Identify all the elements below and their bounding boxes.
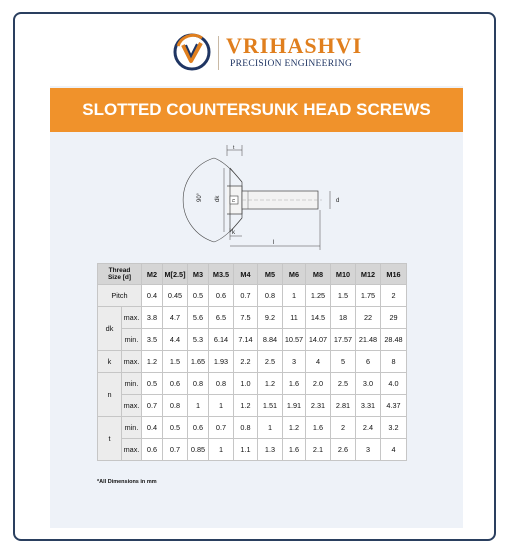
table-cell: 6.5 xyxy=(209,307,234,329)
table-cell: 0.6 xyxy=(142,439,163,461)
brand-logo-icon xyxy=(172,32,212,72)
size-header: M5 xyxy=(258,264,283,285)
table-cell: 0.5 xyxy=(142,373,163,395)
table-cell: 1.1 xyxy=(234,439,258,461)
table-cell: 8 xyxy=(381,351,407,373)
table-cell: 4.4 xyxy=(163,329,188,351)
table-cell: 7.14 xyxy=(234,329,258,351)
brand-name: VRIHASHVI xyxy=(226,33,363,58)
thread-label: d xyxy=(336,198,340,204)
table-cell: 2.81 xyxy=(331,395,356,417)
table-cell: 3.2 xyxy=(381,417,407,439)
table-cell: 22 xyxy=(356,307,381,329)
table-row-n-min xyxy=(98,373,407,395)
table-cell: 1.3 xyxy=(258,439,283,461)
table-cell: 0.6 xyxy=(163,373,188,395)
table-cell: 4.7 xyxy=(163,307,188,329)
header-thread-line2: Size [d] xyxy=(107,274,132,281)
table-cell: 1.91 xyxy=(283,395,306,417)
logo-header xyxy=(50,20,463,86)
table-cell: 3.8 xyxy=(142,307,163,329)
table-cell: 1.0 xyxy=(234,373,258,395)
row-label-min: min. xyxy=(122,417,142,439)
table-row-t-min xyxy=(98,417,407,439)
table-cell: 2.5 xyxy=(258,351,283,373)
table-cell: 1 xyxy=(188,395,209,417)
table-cell: 0.8 xyxy=(163,395,188,417)
row-symbol-k: k xyxy=(98,351,122,373)
table-row-dk-max xyxy=(98,307,407,329)
table-cell: 6 xyxy=(356,351,381,373)
screw-technical-drawing xyxy=(180,140,350,258)
table-cell: 3 xyxy=(283,351,306,373)
table-cell: 0.4 xyxy=(142,417,163,439)
table-cell: 1.5 xyxy=(163,351,188,373)
table-cell: 1 xyxy=(258,417,283,439)
table-cell: 3.0 xyxy=(356,373,381,395)
angle-label: 90° xyxy=(197,192,203,202)
table-cell: 2.6 xyxy=(331,439,356,461)
table-cell: 1 xyxy=(209,395,234,417)
table-cell: 1.75 xyxy=(356,285,381,307)
size-header: M16 xyxy=(381,264,407,285)
table-cell: 0.7 xyxy=(163,439,188,461)
dimensions-table xyxy=(97,263,407,461)
table-cell: 14.07 xyxy=(306,329,331,351)
table-cell: 1.5 xyxy=(331,285,356,307)
table-cell: 4.0 xyxy=(381,373,407,395)
row-label-min: min. xyxy=(122,329,142,351)
size-header: M4 xyxy=(234,264,258,285)
table-cell: 0.8 xyxy=(258,285,283,307)
logo-divider xyxy=(218,36,219,70)
size-header: M10 xyxy=(331,264,356,285)
row-label-max: max. xyxy=(122,351,142,373)
table-row-n-max xyxy=(98,395,407,417)
table-cell: 5 xyxy=(331,351,356,373)
size-header: M8 xyxy=(306,264,331,285)
slot-label: n xyxy=(231,199,237,202)
size-header: M3 xyxy=(188,264,209,285)
head-dia-label: dk xyxy=(215,195,221,202)
table-cell: 2 xyxy=(381,285,407,307)
table-cell: 2.31 xyxy=(306,395,331,417)
length-label: l xyxy=(273,240,275,246)
table-cell: 3.5 xyxy=(142,329,163,351)
table-cell: 2.4 xyxy=(356,417,381,439)
table-cell: 0.7 xyxy=(234,285,258,307)
table-cell: 0.8 xyxy=(234,417,258,439)
footnote: *All Dimensions in mm xyxy=(97,479,157,485)
table-cell: 1.2 xyxy=(234,395,258,417)
table-cell: 5.6 xyxy=(188,307,209,329)
brand-tagline: PRECISION ENGINEERING xyxy=(230,59,353,69)
table-cell: 0.4 xyxy=(142,285,163,307)
row-label-min: min. xyxy=(122,373,142,395)
size-header: M2 xyxy=(142,264,163,285)
table-cell: 18 xyxy=(331,307,356,329)
row-label-max: max. xyxy=(122,307,142,329)
table-cell: 1.6 xyxy=(306,417,331,439)
table-cell: 1.93 xyxy=(209,351,234,373)
table-cell: 1.2 xyxy=(258,373,283,395)
table-cell: 0.6 xyxy=(209,285,234,307)
header-thread-line1: Thread xyxy=(108,267,131,274)
row-label-max: max. xyxy=(122,395,142,417)
table-cell: 9.2 xyxy=(258,307,283,329)
table-cell: 2.0 xyxy=(306,373,331,395)
table-cell: 0.5 xyxy=(163,417,188,439)
table-cell: 1.25 xyxy=(306,285,331,307)
table-cell: 4 xyxy=(381,439,407,461)
table-cell: 1 xyxy=(209,439,234,461)
table-cell: 1 xyxy=(283,285,306,307)
table-cell: 8.84 xyxy=(258,329,283,351)
size-header: M[2.5] xyxy=(163,264,188,285)
table-cell: 1.6 xyxy=(283,439,306,461)
table-cell: 28.48 xyxy=(381,329,407,351)
table-row-dk-min xyxy=(98,329,407,351)
slot-depth-label: t xyxy=(233,145,235,151)
table-cell: 4.37 xyxy=(381,395,407,417)
table-cell: 2.5 xyxy=(331,373,356,395)
table-cell: 0.6 xyxy=(188,417,209,439)
header-thread-size xyxy=(98,264,142,285)
table-cell: 14.5 xyxy=(306,307,331,329)
table-cell: 0.8 xyxy=(188,373,209,395)
table-row-pitch xyxy=(98,285,407,307)
row-symbol-t: t xyxy=(98,417,122,461)
table-cell: 1.2 xyxy=(283,417,306,439)
size-header: M6 xyxy=(283,264,306,285)
table-cell: 6.14 xyxy=(209,329,234,351)
table-cell: 0.5 xyxy=(188,285,209,307)
table-cell: 4 xyxy=(306,351,331,373)
row-symbol-n: n xyxy=(98,373,122,417)
table-row-k xyxy=(98,351,407,373)
table-cell: 11 xyxy=(283,307,306,329)
size-header: M12 xyxy=(356,264,381,285)
table-header-row xyxy=(98,264,407,285)
page-title-banner: SLOTTED COUNTERSUNK HEAD SCREWS xyxy=(50,88,463,132)
table-cell: 0.7 xyxy=(209,417,234,439)
table-cell: 17.57 xyxy=(331,329,356,351)
table-cell: 10.57 xyxy=(283,329,306,351)
table-cell: 7.5 xyxy=(234,307,258,329)
table-cell: 3 xyxy=(356,439,381,461)
table-cell: 3.31 xyxy=(356,395,381,417)
table-cell: 29 xyxy=(381,307,407,329)
table-cell: 2 xyxy=(331,417,356,439)
table-cell: 2.2 xyxy=(234,351,258,373)
row-label-max: max. xyxy=(122,439,142,461)
size-header: M3.5 xyxy=(209,264,234,285)
height-label: k xyxy=(232,230,235,236)
table-cell: 21.48 xyxy=(356,329,381,351)
table-cell: 0.85 xyxy=(188,439,209,461)
table-row-t-max xyxy=(98,439,407,461)
row-label-pitch: Pitch xyxy=(98,285,142,307)
table-cell: 1.51 xyxy=(258,395,283,417)
table-cell: 2.1 xyxy=(306,439,331,461)
table-cell: 1.2 xyxy=(142,351,163,373)
table-cell: 0.45 xyxy=(163,285,188,307)
table-cell: 5.3 xyxy=(188,329,209,351)
table-cell: 0.8 xyxy=(209,373,234,395)
table-cell: 1.6 xyxy=(283,373,306,395)
table-cell: 0.7 xyxy=(142,395,163,417)
table-cell: 1.65 xyxy=(188,351,209,373)
row-symbol-dk: dk xyxy=(98,307,122,351)
